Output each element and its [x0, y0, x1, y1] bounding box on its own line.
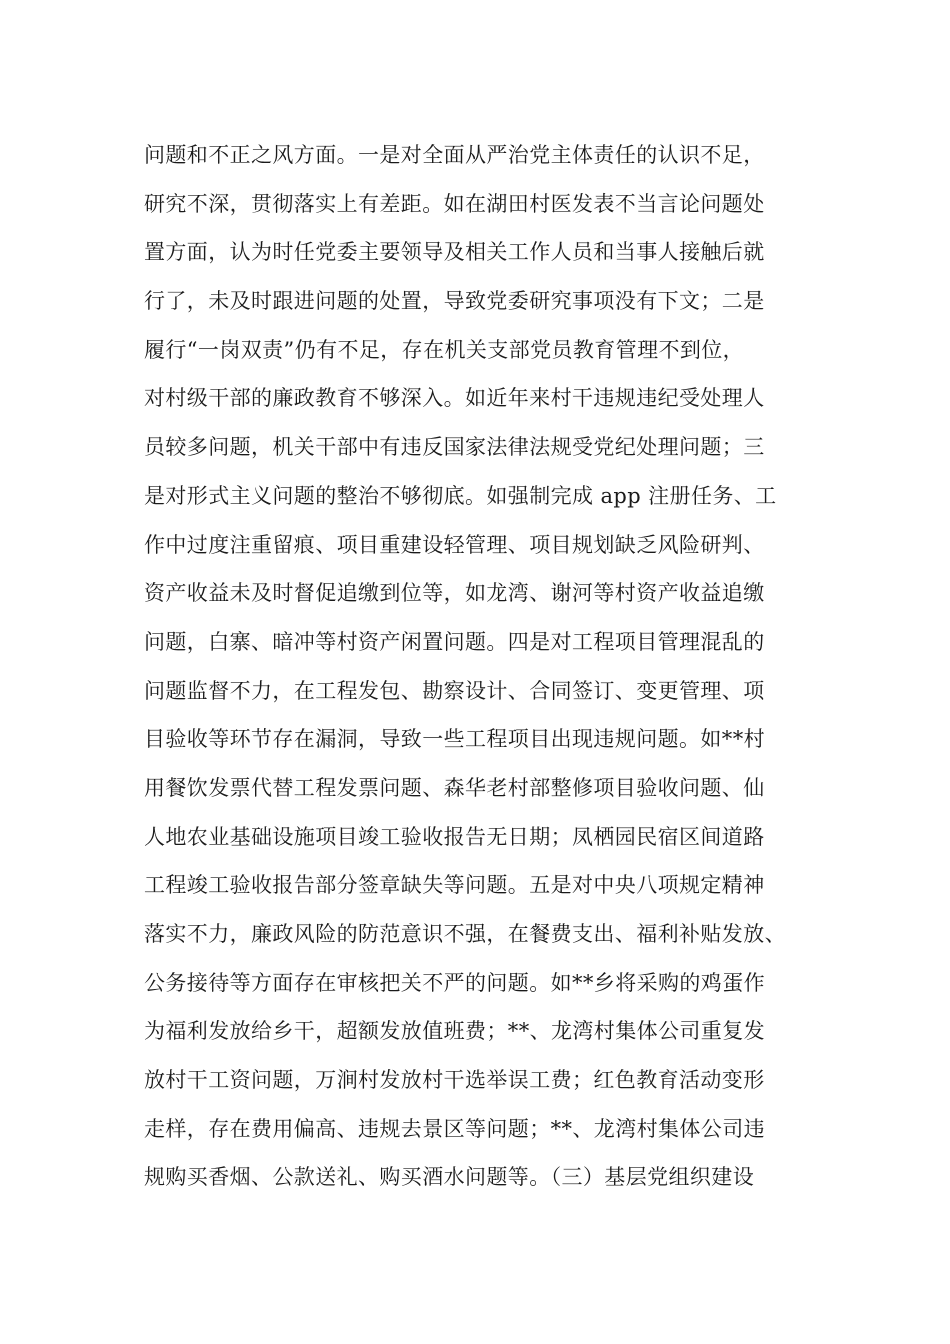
text-line: 人地农业基础设施项目竣工验收报告无日期；凤栖园民宿区间道路 [144, 824, 765, 849]
text-line: 资产收益未及时督促追缴到位等，如龙湾、谢河等村资产收益追缴 [144, 581, 765, 606]
text-line: 研究不深，贯彻落实上有差距。如在湖田村医发表不当言论问题处 [144, 191, 765, 216]
text-line: 目验收等环节存在漏洞，导致一些工程项目出现违规问题。如**村 [144, 727, 765, 752]
text-line: 规购买香烟、公款送礼、购买酒水问题等。（三）基层党组织建设 [144, 1165, 755, 1190]
text-line: 对村级干部的廉政教育不够深入。如近年来村干违规违纪受处理人 [144, 386, 765, 411]
text-line: 放村干工资问题，万涧村发放村干选举误工费；红色教育活动变形 [144, 1068, 765, 1093]
text-line: 工程竣工验收报告部分签章缺失等问题。五是对中央八项规定精神 [144, 873, 765, 898]
text-line: 落实不力，廉政风险的防范意识不强，在餐费支出、福利补贴发放、 [144, 922, 786, 946]
text-line: 走样，存在费用偏高、违规去景区等问题；**、龙湾村集体公司违 [144, 1116, 765, 1141]
text-line: 为福利发放给乡干，超额发放值班费；**、龙湾村集体公司重复发 [144, 1019, 765, 1044]
text-line: 行了，未及时跟进问题的处置，导致党委研究事项没有下文；二是 [144, 289, 765, 314]
text-line: 是对形式主义问题的整治不够彻底。如强制完成 app 注册任务、工 [144, 483, 777, 508]
text-line: 问题和不正之风方面。一是对全面从严治党主体责任的认识不足， [144, 143, 765, 167]
body-text [144, 131, 834, 1202]
text-line: 问题监督不力，在工程发包、勘察设计、合同签订、变更管理、项 [144, 678, 765, 703]
text-line: 作中过度注重留痕、项目重建设轻管理、项目规划缺乏风险研判、 [144, 532, 765, 557]
text-line: 问题，白寨、暗冲等村资产闲置问题。四是对工程项目管理混乱的 [144, 629, 765, 654]
text-line: 员较多问题，机关干部中有违反国家法律法规受党纪处理问题；三 [144, 435, 765, 460]
text-line: 置方面，认为时任党委主要领导及相关工作人员和当事人接触后就 [144, 240, 765, 265]
text-line: 履行“一岗双责”仍有不足，存在机关支部党员教育管理不到位， [144, 337, 745, 362]
text-line: 用餐饮发票代替工程发票问题、森华老村部整修项目验收问题、仙 [144, 775, 765, 800]
text-line: 公务接待等方面存在审核把关不严的问题。如**乡将采购的鸡蛋作 [144, 970, 765, 995]
